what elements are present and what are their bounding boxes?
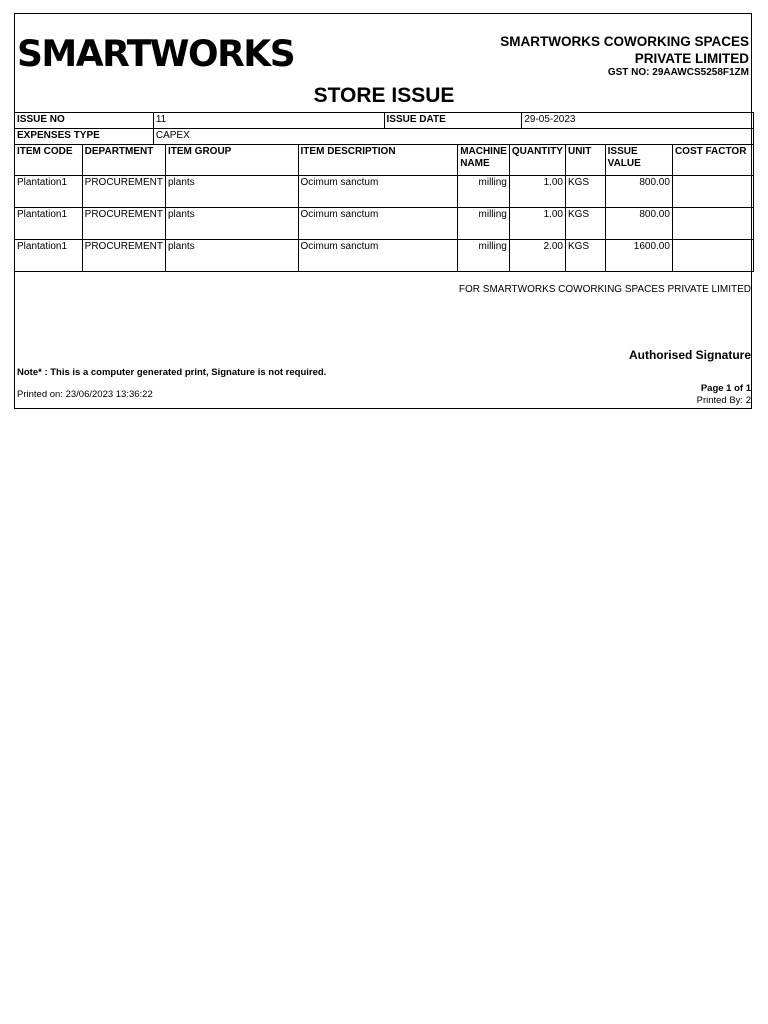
issue-info-row	[15, 113, 754, 129]
header-item-group: ITEM GROUP	[166, 145, 299, 176]
cost-factor-cell	[672, 208, 753, 240]
printed-on-timestamp: Printed on: 23/06/2023 13:36:22	[17, 389, 153, 400]
header-quantity: QUANTITY	[509, 145, 565, 176]
table-row	[15, 208, 754, 240]
issue-date-value: 29-05-2023	[522, 113, 754, 129]
expenses-type-value: CAPEX	[153, 129, 753, 145]
department-cell: PROCUREMENT	[82, 176, 165, 208]
table-header-row	[15, 145, 754, 176]
unit-cell: KGS	[565, 176, 605, 208]
machine-name-cell: milling	[458, 208, 510, 240]
issue-info-table	[14, 112, 754, 145]
machine-name-cell: milling	[458, 240, 510, 272]
quantity-cell: 1.00	[509, 176, 565, 208]
company-logo: SMARTWORKS	[17, 33, 295, 76]
issue-no-value: 11	[153, 113, 384, 129]
item-group-cell: plants	[166, 240, 299, 272]
company-name-line1: SMARTWORKS COWORKING SPACES	[500, 34, 749, 49]
cost-factor-cell	[672, 176, 753, 208]
expenses-type-label: EXPENSES TYPE	[15, 129, 154, 145]
document-footer	[15, 271, 753, 410]
expenses-row	[15, 129, 754, 145]
header-machine-name: MACHINE NAME	[458, 145, 510, 176]
header-department: DEPARTMENT	[82, 145, 165, 176]
cost-factor-cell	[672, 240, 753, 272]
header-item-description: ITEM DESCRIPTION	[298, 145, 458, 176]
quantity-cell: 1.00	[509, 208, 565, 240]
unit-cell: KGS	[565, 208, 605, 240]
department-cell: PROCUREMENT	[82, 208, 165, 240]
items-table	[14, 144, 754, 272]
document-title: STORE ISSUE	[313, 84, 455, 107]
quantity-cell: 2.00	[509, 240, 565, 272]
item-code-cell: Plantation1	[15, 240, 83, 272]
item-code-cell: Plantation1	[15, 208, 83, 240]
page-number: Page 1 of 1	[700, 383, 751, 394]
department-cell: PROCUREMENT	[82, 240, 165, 272]
company-name-line2: PRIVATE LIMITED	[634, 51, 749, 66]
item-description-cell: Ocimum sanctum	[298, 176, 458, 208]
issue-value-cell: 800.00	[605, 176, 672, 208]
printed-by: Printed By: 2	[696, 395, 751, 406]
item-code-cell: Plantation1	[15, 176, 83, 208]
header-unit: UNIT	[565, 145, 605, 176]
gst-number: GST NO: 29AAWCS5258F1ZM	[607, 67, 749, 78]
issue-date-label: ISSUE DATE	[384, 113, 522, 129]
header-item-code: ITEM CODE	[15, 145, 83, 176]
issue-no-label: ISSUE NO	[15, 113, 154, 129]
computer-generated-note: Note* : This is a computer generated print, Signature is not required.	[17, 367, 327, 378]
header-issue-value: ISSUE VALUE	[605, 145, 672, 176]
item-group-cell: plants	[166, 208, 299, 240]
issue-value-cell: 800.00	[605, 208, 672, 240]
unit-cell: KGS	[565, 240, 605, 272]
store-issue-document	[14, 13, 752, 409]
issue-value-cell: 1600.00	[605, 240, 672, 272]
item-group-cell: plants	[166, 176, 299, 208]
table-row	[15, 240, 754, 272]
item-description-cell: Ocimum sanctum	[298, 208, 458, 240]
item-description-cell: Ocimum sanctum	[298, 240, 458, 272]
company-name	[449, 33, 749, 67]
machine-name-cell: milling	[458, 176, 510, 208]
table-row	[15, 176, 754, 208]
header-cost-factor: COST FACTOR	[672, 145, 753, 176]
for-company-text: FOR SMARTWORKS COWORKING SPACES PRIVATE LIMITED	[458, 284, 751, 295]
authorised-signature: Authorised Signature	[628, 348, 751, 362]
